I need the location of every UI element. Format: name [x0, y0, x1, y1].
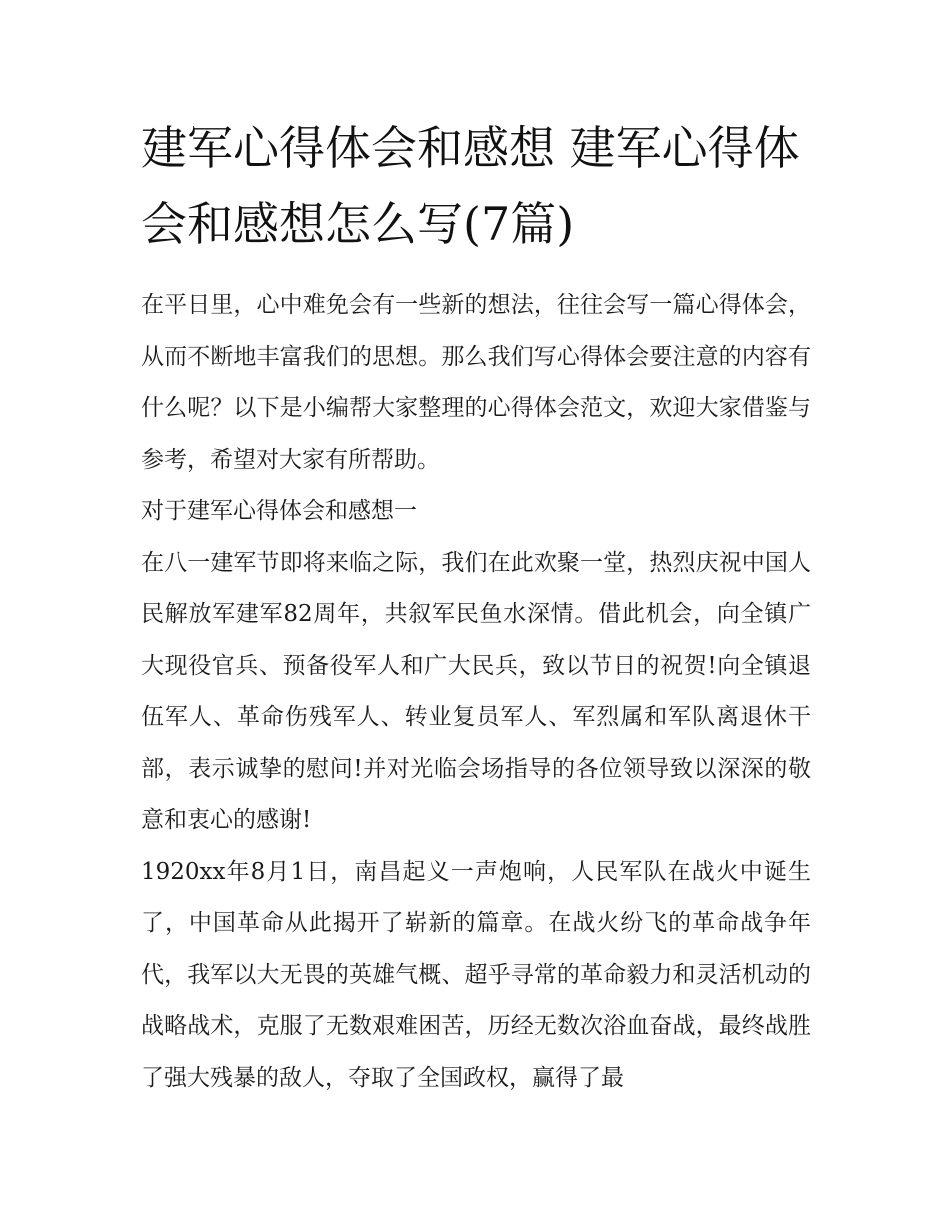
section-heading: 对于建军心得体会和感想一 [141, 498, 417, 524]
body-paragraph: 在八一建军节即将来临之际，我们在此欢聚一堂，热烈庆祝中国人民解放军建军82周年，共叙军民鱼水深情。借此机会，向全镇广大现役官兵、预备役军人和广大民兵，致以节日的祝贺!向全镇退伍军人、革命伤残军人、转业复员军人、军烈属和军队离退休干部，表示诚挚的慰问!并对光临会场指导的各位领导致以深深的敬意和衷心的感谢! [141, 549, 811, 833]
body-paragraph: 1920xx年8月1日，南昌起义一声炮响，人民军队在战火中诞生了，中国革命从此揭开了崭新的篇章。在战火纷飞的革命战争年代，我军以大无畏的英雄气概、超乎寻常的革命毅力和灵活机动的战略战术，克服了无数艰难困苦，历经无数次浴血奋战，最终战胜了强大残暴的敌人，夺取了全国政权，赢得了最 [141, 858, 811, 1091]
document-body [141, 110, 811, 1104]
intro-paragraph: 在平日里，心中难免会有一些新的想法，往往会写一篇心得体会，从而不断地丰富我们的思想。那么我们写心得体会要注意的内容有什么呢？以下是小编帮大家整理的心得体会范文，欢迎大家借鉴与参考，希望对大家有所帮助。 [141, 292, 811, 473]
document-title: 建军心得体会和感想 建军心得体会和感想怎么写(7篇) [141, 121, 800, 251]
